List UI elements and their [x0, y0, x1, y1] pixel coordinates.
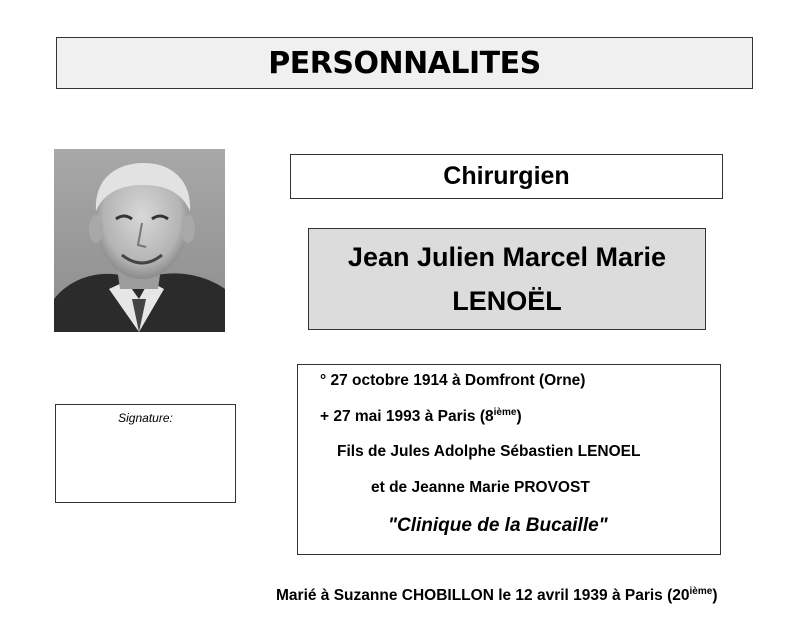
page-title-box — [56, 37, 753, 89]
page-title: PERSONNALITES — [268, 45, 541, 81]
mother-line: et de Jeanne Marie PROVOST — [371, 479, 590, 496]
birth-line: ° 27 octobre 1914 à Domfront (Orne) — [320, 372, 586, 389]
portrait-image — [54, 149, 225, 332]
profession-box — [290, 154, 723, 199]
name-box — [308, 228, 706, 330]
clinic-line: "Clinique de la Bucaille" — [388, 515, 608, 536]
biography-box — [297, 364, 721, 555]
given-names: Jean Julien Marcel Marie — [347, 242, 667, 272]
marriage-superscript: ième — [689, 586, 713, 597]
death-suffix: ) — [516, 408, 522, 426]
signature-box — [55, 404, 236, 503]
marriage-suffix: ) — [712, 587, 718, 605]
profession-label: Chirurgien — [443, 162, 570, 190]
portrait-photo — [54, 149, 225, 332]
father-line: Fils de Jules Adolphe Sébastien LENOEL — [337, 443, 641, 460]
death-superscript: ième — [493, 407, 517, 418]
marriage-text: Marié à Suzanne CHOBILLON le 12 avril 1939 à Paris (20 — [276, 587, 690, 605]
marriage-line — [276, 586, 717, 605]
death-text: + 27 mai 1993 à Paris (8 — [320, 408, 494, 426]
signature-label: Signature: — [118, 411, 173, 425]
surname: LENOËL — [452, 286, 562, 316]
death-line — [320, 407, 522, 426]
